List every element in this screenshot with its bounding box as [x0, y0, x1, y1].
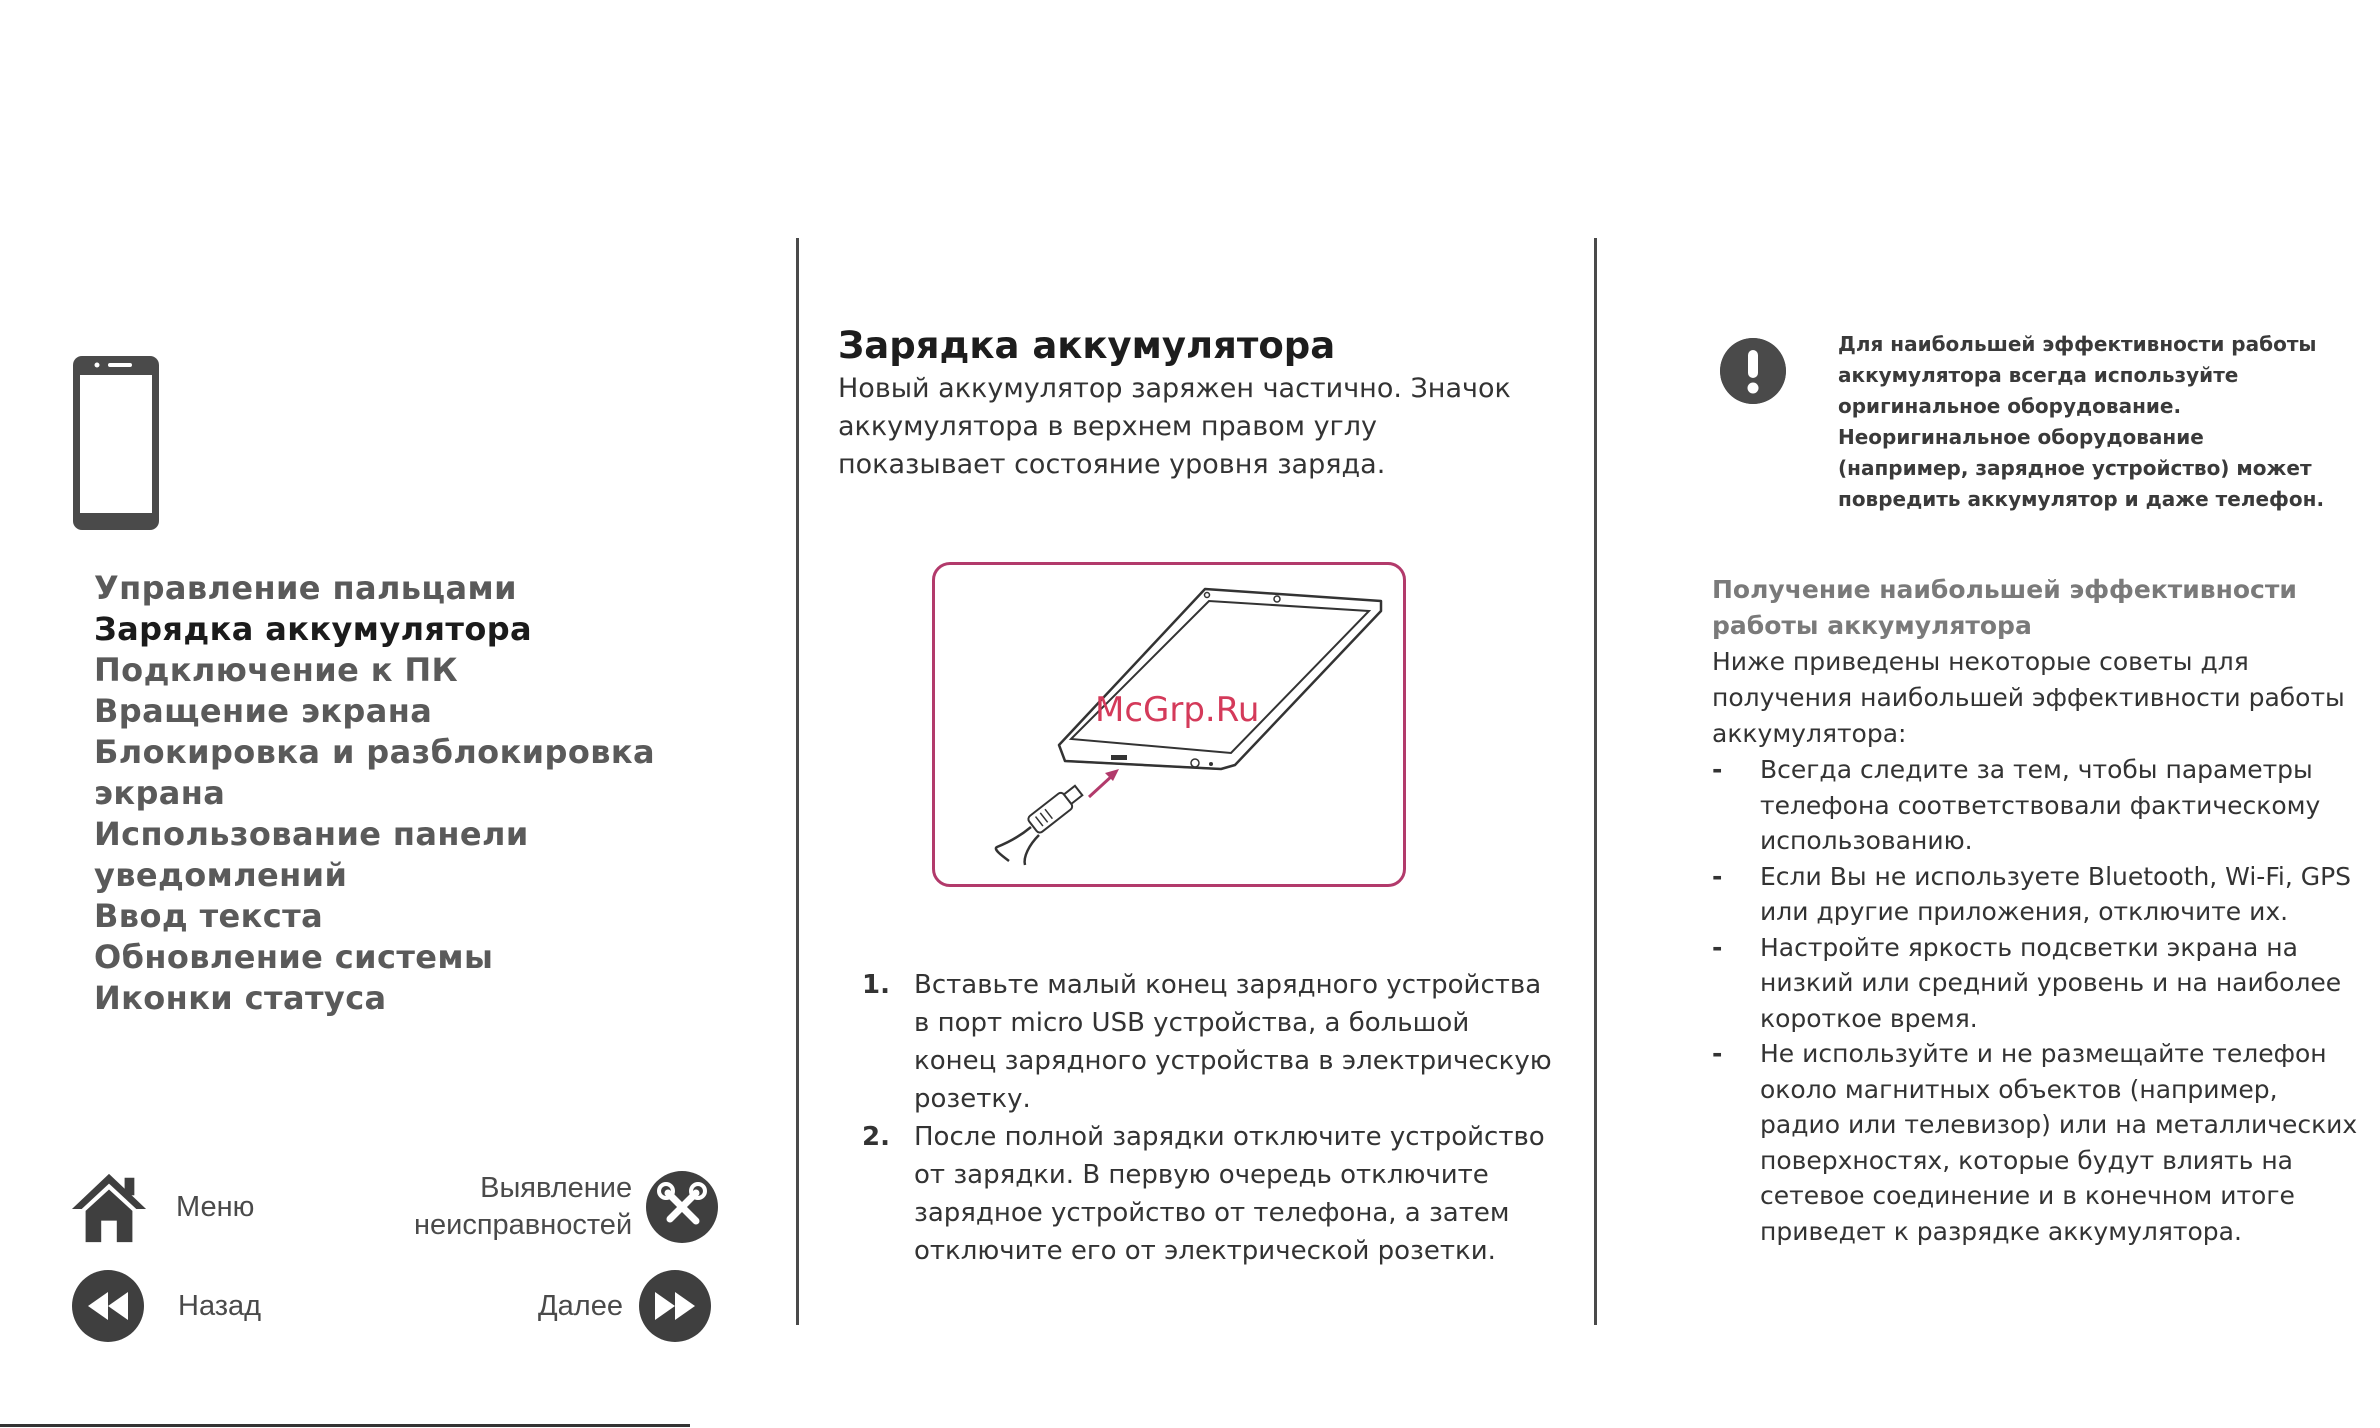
warning-icon [1720, 338, 1786, 404]
tip-text: Настройте яркость подсветки экрана на низкий или средний уровень и на наиболее короткое время. [1760, 932, 2342, 1033]
next-button[interactable] [538, 1270, 711, 1342]
fast-forward-icon [639, 1270, 711, 1342]
toc-item-notifications-cont[interactable]: уведомлений [94, 856, 348, 894]
toc-item-notifications[interactable]: Использование панели [94, 815, 529, 853]
tip-bullet: - [1712, 932, 1723, 962]
home-icon [70, 1168, 148, 1246]
tools-icon [646, 1171, 718, 1243]
tip-item [1712, 930, 2362, 1037]
menu-label: Меню [176, 1190, 255, 1223]
column-divider-right [1594, 238, 1597, 1325]
back-button[interactable] [72, 1270, 261, 1342]
tip-text: Всегда следите за тем, чтобы параметры телефона соответствовали фактическому использованию. [1760, 755, 2321, 855]
step-text: После полной зарядки отключите устройство от зарядки. В первую очередь отключите зарядное устройство от телефона, а затем отключите его от электрической розетки. [914, 1122, 1545, 1266]
tip-bullet: - [1712, 755, 1723, 784]
phone-icon [70, 353, 162, 533]
watermark-text: McGrp.Ru [1095, 690, 1260, 730]
warning-note: Для наибольшей эффективности работы аккумулятора всегда используйте оригинальное оборудование. Неоригинальное оборудование (например, зарядное устройство) может повредить аккумулятор и даже телефон. [1838, 332, 2325, 511]
tip-text: Если Вы не используете Bluetooth, Wi-Fi, GPS или другие приложения, отключите их. [1760, 861, 2352, 926]
troubleshoot-button[interactable] [414, 1170, 718, 1244]
toc-item-gestures[interactable]: Управление пальцами [94, 569, 517, 607]
step-item [862, 966, 1552, 1118]
menu-button[interactable] [70, 1168, 254, 1246]
step-text: Вставьте малый конец зарядного устройства в порт micro USB устройства, а большой конец зарядного устройства в электрическую розетку. [914, 970, 1552, 1114]
toc-item-lock[interactable]: Блокировка и разблокировка экрана [94, 733, 655, 812]
toc-item-pc-connect[interactable]: Подключение к ПК [94, 651, 459, 689]
rewind-icon [72, 1270, 144, 1342]
toc-item-rotation[interactable]: Вращение экрана [94, 692, 433, 730]
toc-item-status-icons[interactable]: Иконки статуса [94, 979, 387, 1017]
steps-list [862, 966, 1552, 1270]
step-number: 2. [862, 1122, 890, 1152]
toc-item-system-update[interactable]: Обновление системы [94, 938, 494, 976]
toc-item-text-input[interactable]: Ввод текста [94, 897, 324, 935]
tips-list [1712, 752, 2362, 1249]
tip-bullet: - [1712, 1039, 1723, 1068]
toc-item-charging[interactable]: Зарядка аккумулятора [94, 610, 532, 648]
troubleshoot-label-line2: неисправностей [414, 1209, 633, 1241]
next-label: Далее [538, 1289, 623, 1322]
troubleshoot-label-line1: Выявление [480, 1172, 633, 1204]
tip-bullet: - [1712, 861, 1723, 891]
tip-text: Не используйте и не размещайте телефон около магнитных объектов (например, радио или телевизор) или на металлических поверхностях, которые будут влиять на сетевое соединение и в конечном итоге приведет к разрядке аккумулятора. [1760, 1039, 2358, 1246]
tips-intro: Ниже приведены некоторые советы для получения наибольшей эффективности работы аккумулятора: [1712, 647, 2345, 748]
bottom-rule [0, 1424, 690, 1427]
step-number: 1. [862, 970, 890, 1000]
tip-item [1712, 752, 2362, 859]
table-of-contents [94, 568, 734, 1019]
step-item [862, 1118, 1552, 1270]
section-intro: Новый аккумулятор заряжен частично. Значок аккумулятора в верхнем правом углу показывает состояние уровня заряда. [838, 373, 1511, 480]
tip-item [1712, 1036, 2362, 1249]
section-title: Зарядка аккумулятора [838, 324, 1336, 367]
back-label: Назад [178, 1289, 262, 1322]
tip-item [1712, 859, 2362, 930]
column-divider-left [796, 238, 799, 1325]
tips-heading: Получение наибольшей эффективности работы аккумулятора [1712, 575, 2297, 640]
charging-illustration [932, 562, 1406, 887]
